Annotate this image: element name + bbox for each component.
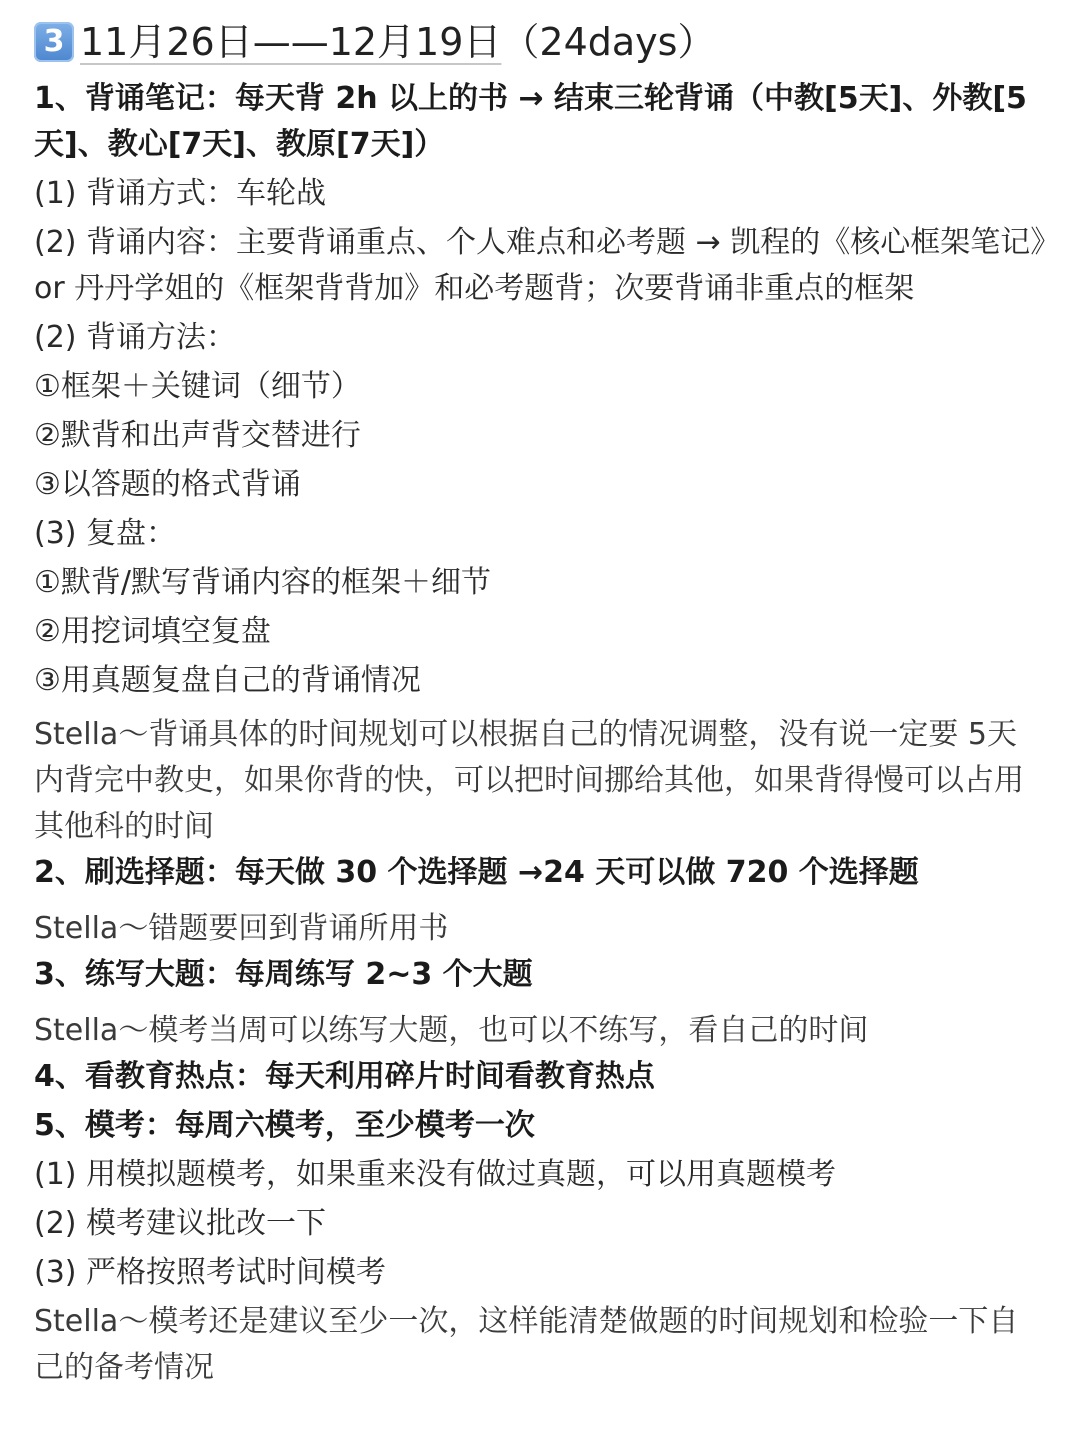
title-row xyxy=(34,12,1046,72)
title-days: （24days） xyxy=(501,20,716,64)
section-5-heading: 5、模考：每周六模考，至少模考一次 xyxy=(34,1108,535,1143)
keycap-number-3-icon: 3 xyxy=(34,22,74,62)
title-date-range: 11月26日——12月19日 xyxy=(80,20,502,64)
review-item-1: ①默背/默写背诵内容的框架＋细节 xyxy=(34,565,492,600)
recite-content-line: (2) 背诵内容：主要背诵重点、个人难点和必考题 → 凯程的《核心框架笔记》or 丹丹学姐的《框架背背加》和必考题背；次要背诵非重点的框架 xyxy=(34,225,1046,306)
approach-item-3: ③以答题的格式背诵 xyxy=(34,467,301,502)
review-item-3: ③用真题复盘自己的背诵情况 xyxy=(34,663,421,698)
recite-method-line: (1) 背诵方式：车轮战 xyxy=(34,176,327,211)
mock-item-2: (2) 模考建议批改一下 xyxy=(34,1206,327,1241)
approach-item-1: ①框架＋关键词（细节） xyxy=(34,369,361,404)
stella-note-3: Stella～模考当周可以练写大题，也可以不练写，看自己的时间 xyxy=(34,1013,869,1048)
stella-note-4: Stella～模考还是建议至少一次，这样能清楚做题的时间规划和检验一下自己的备考情况 xyxy=(34,1304,1019,1385)
stella-note-1: Stella～背诵具体的时间规划可以根据自己的情况调整，没有说一定要 5天内背完中教史，如果你背的快，可以把时间挪给其他，如果背得慢可以占用其他科的时间 xyxy=(34,717,1024,844)
review-line: (3) 复盘： xyxy=(34,516,177,551)
section-1-heading: 1、背诵笔记：每天背 2h 以上的书 → 结束三轮背诵（中教[5天]、外教[5天]、教心[7天]、教原[7天]） xyxy=(34,81,1027,162)
mock-item-3: (3) 严格按照考试时间模考 xyxy=(34,1255,387,1290)
review-item-2: ②用挖词填空复盘 xyxy=(34,614,271,649)
section-4-heading: 4、看教育热点：每天利用碎片时间看教育热点 xyxy=(34,1059,655,1094)
recite-approach-line: (2) 背诵方法： xyxy=(34,320,237,355)
section-2-heading: 2、刷选择题：每天做 30 个选择题 →24 天可以做 720 个选择题 xyxy=(34,855,919,890)
approach-item-2: ②默背和出声背交替进行 xyxy=(34,418,361,453)
stella-note-2: Stella～错题要回到背诵所用书 xyxy=(34,911,449,946)
mock-item-1: (1) 用模拟题模考，如果重来没有做过真题，可以用真题模考 xyxy=(34,1157,837,1192)
section-3-heading: 3、练写大题：每周练写 2~3 个大题 xyxy=(34,957,533,992)
page-title xyxy=(80,12,715,72)
